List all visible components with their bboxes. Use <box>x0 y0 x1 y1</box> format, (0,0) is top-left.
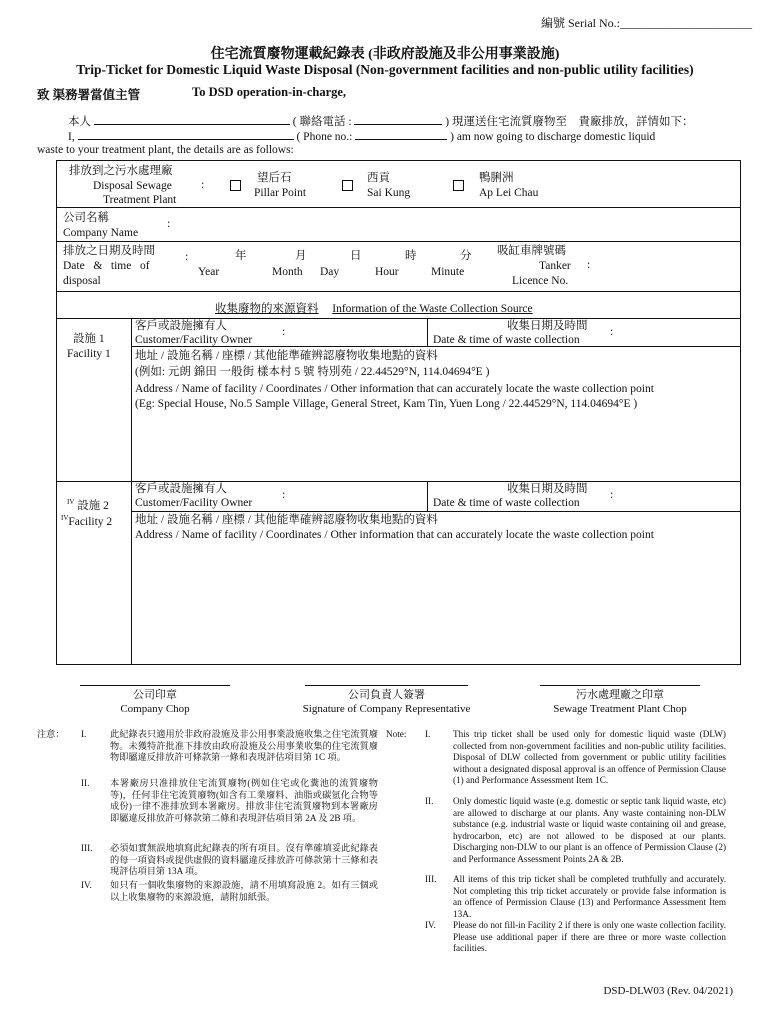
note-cn-1: 此紀錄表只適用於非政府設施及非公用事業設施收集之住宅流質廢物。未獲特許批准下排放由政府設施及公用事業收集的住宅流質廢物即屬違反排放許可條款第一條和表現評估項目第 1C 項。 <box>110 729 378 763</box>
month-cn: 月 <box>295 250 307 262</box>
note-en-4-num: IV. <box>425 920 436 930</box>
note-cn-4: 如只有一個收集廢物的來源設施，請不用填寫設施 2。如有三個或以上收集廢物的來源設施，請附加紙張。 <box>110 880 378 902</box>
colon: : <box>587 259 591 271</box>
declaration-cn-mid: ( 聯絡電話 : <box>292 116 352 128</box>
facility2-owner-en: Customer/Facility Owner <box>135 497 253 509</box>
note-en-1-num: I. <box>425 729 431 739</box>
plant-label-en2: Treatment Plant <box>103 194 177 206</box>
day-cn: 日 <box>350 250 362 262</box>
tanker-label-en1: Tanker <box>539 260 571 272</box>
colon: : <box>201 179 205 191</box>
note-en-3-num: III. <box>425 874 437 884</box>
title-english: Trip-Ticket for Domestic Liquid Waste Disposal (Non-government facilities and non-public utility facilities) <box>76 62 694 77</box>
signature-plant-chop <box>520 688 720 716</box>
date-label-cn: 排放之日期及時間 <box>63 245 155 257</box>
colon: : <box>282 326 286 338</box>
facility1-address-en: Address / Name of facility / Coordinates / Other information that can accurately locate the waste collection point <box>135 383 654 395</box>
source-heading <box>215 302 533 316</box>
form-revision: DSD-DLW03 (Rev. 04/2021) <box>603 985 733 997</box>
note-en-1: This trip ticket shall be used only for domestic liquid waste (DLW) collected from non-government facilities and non-public utility facilities. Disposal of DLW collected from government or public utility facilities without a designated disposal approval is an offence of Permission Clause (1) and Performance Assessment Item 1C. <box>453 729 726 786</box>
hour-cn: 時 <box>405 250 417 262</box>
plant-sai-kung-cn: 西貢 <box>367 172 390 184</box>
plant-pillar-point-en: Pillar Point <box>254 187 307 199</box>
note-cn-2-num: II. <box>81 778 90 788</box>
addressee-chinese: 致 渠務署當值主管 <box>37 88 141 102</box>
declaration-en <box>68 129 655 143</box>
plant-label-cn: 排放到之污水處理廠 <box>69 165 173 177</box>
plant-ap-lei-chau-en: Ap Lei Chau <box>479 187 539 199</box>
title-chinese: 住宅流質廢物運載紀錄表 (非政府設施及非公用事業設施) <box>210 47 560 62</box>
source-heading-cn: 收集廢物的來源資料 <box>215 303 319 315</box>
source-heading-en: Information of the Waste Collection Source <box>332 303 533 315</box>
signature-company-chop-cn: 公司印章 <box>133 689 177 701</box>
facility2-owner-field[interactable] <box>297 484 422 508</box>
trip-ticket-form <box>56 160 741 665</box>
tanker-licence-field[interactable] <box>602 253 732 283</box>
date-label-en1: Date & time of <box>63 260 150 272</box>
signature-plant-chop-en: Sewage Treatment Plant Chop <box>553 703 687 715</box>
plant-sai-kung-en: Sai Kung <box>367 187 411 199</box>
note-en-2: Only domestic liquid waste (e.g. domestic or septic tank liquid waste, etc) are allowed to discharge at our plants. Any waste containing non-DLW substance (e.g. industrial waste or liquid waste containing oil and grease, hydrocarbon, etc) are not allowed to be disposed at our plants. Discharging non-DLW to our plant is an offence of Permission Clause (2) and Performance Assessment Points 2A & 2B. <box>453 796 726 864</box>
plant-pillar-point-cn: 望后石 <box>257 172 292 184</box>
signature-company-chop <box>60 688 250 716</box>
row-divider <box>57 241 740 242</box>
tanker-label-en2: Licence No. <box>512 275 569 287</box>
company-label-cn: 公司名稱 <box>63 212 109 224</box>
signature-plant-chop-cn: 污水處理廠之印章 <box>576 689 664 701</box>
signature-company-chop-en: Company Chop <box>120 703 190 715</box>
facility1-owner-field[interactable] <box>297 321 422 345</box>
serial-number: 編號 Serial No.:______________________ <box>541 16 752 30</box>
signature-line-representative[interactable] <box>305 685 468 686</box>
notes-label-en: Note: <box>386 729 407 739</box>
note-en-2-num: II. <box>425 796 434 806</box>
date-label-en2: disposal <box>63 275 101 287</box>
signature-representative-en: Signature of Company Representative <box>302 703 471 715</box>
declaration-cn <box>68 113 693 129</box>
facility1-coll-date-en: Date & time of waste collection <box>433 334 580 346</box>
declaration-en-start: I, <box>68 131 75 143</box>
column-divider <box>427 318 428 346</box>
facility1-coll-date-cn: 收集日期及時間 <box>507 320 588 332</box>
declaration-en-line2: waste to your treatment plant, the details are as follows: <box>37 144 294 156</box>
facility2-label-en-text: Facility 2 <box>68 515 113 528</box>
note-cn-4-num: IV. <box>81 880 92 890</box>
day-en: Day <box>320 266 340 278</box>
minute-en: Minute <box>431 266 465 278</box>
facility2-footnote-ref: IV <box>67 498 75 506</box>
row-divider <box>57 291 740 292</box>
colon: : <box>167 218 171 230</box>
checkbox-pillar-point[interactable] <box>230 180 241 191</box>
hour-en: Hour <box>375 266 399 278</box>
declaration-en-end: ) am now going to discharge domestic liquid <box>450 131 656 143</box>
name-field-en[interactable] <box>78 129 294 140</box>
notes-label-cn: 注意： <box>37 729 65 739</box>
facility1-address-field[interactable] <box>135 415 735 477</box>
facility1-coll-date-field[interactable] <box>622 321 734 345</box>
declaration-en-mid: ( Phone no.: <box>296 131 353 143</box>
note-en-4: Please do not fill-in Facility 2 if there is only one waste collection facility. Please use additional paper if there are three or more waste collection facilities. <box>453 920 726 954</box>
colon: : <box>610 489 614 501</box>
signature-representative-cn: 公司負責人簽署 <box>348 689 425 701</box>
facility1-label-en: Facility 1 <box>67 348 111 360</box>
note-en-3: All items of this trip ticket shall be completed truthfully and accurately. Not completing this trip ticket accurately or provide false information is an offence of Permission Clause (13) and Performance Assessment Item 13A. <box>453 874 726 919</box>
company-label-en: Company Name <box>63 227 139 239</box>
addressee-english: To DSD operation-in-charge, <box>192 85 347 99</box>
colon: : <box>610 326 614 338</box>
signature-line-company-chop[interactable] <box>80 685 230 686</box>
declaration-cn-start: 本人 <box>68 116 91 128</box>
facility2-coll-date-cn: 收集日期及時間 <box>507 483 588 495</box>
facility1-example-en: (Eg: Special House, No.5 Sample Village, General Street, Kam Tin, Yuen Long / 22.44529°N, 114.04694°E ) <box>135 398 638 410</box>
column-divider <box>131 318 132 664</box>
facility2-coll-date-en: Date & time of waste collection <box>433 497 580 509</box>
facility2-label-cn-text: 設施 2 <box>77 499 109 512</box>
facility2-coll-date-field[interactable] <box>622 484 734 508</box>
year-cn: 年 <box>235 250 247 262</box>
plant-label-en1: Disposal Sewage <box>93 180 172 192</box>
checkbox-ap-lei-chau[interactable] <box>453 180 464 191</box>
colon: : <box>185 251 189 263</box>
company-name-field[interactable] <box>182 213 732 237</box>
facility1-label-cn: 設施 1 <box>73 333 105 345</box>
facility2-label-en <box>61 511 112 529</box>
colon: : <box>282 489 286 501</box>
year-en: Year <box>198 266 220 278</box>
facility2-owner-cn: 客戶或設施擁有人 <box>135 483 227 495</box>
facility2-address-field[interactable] <box>135 545 735 660</box>
phone-field-cn[interactable] <box>354 114 442 125</box>
row-divider <box>131 511 740 512</box>
facility2-address-en: Address / Name of facility / Coordinates / Other information that can accurately locate the waste collection point <box>135 529 654 541</box>
minute-cn: 分 <box>460 250 472 262</box>
facility2-footnote-ref: IV <box>61 514 69 522</box>
note-cn-1-num: I. <box>81 729 87 739</box>
checkbox-sai-kung[interactable] <box>342 180 353 191</box>
name-field-cn[interactable] <box>94 114 290 125</box>
note-cn-2: 本署廠房只准排放住宅流質廢物(例如住宅或化糞池的流質廢物等)，任何非住宅流質廢物(如含有工業廢料、油脂或碳氫化合物等成份)一律不准排放到本署廠房。排放非住宅流質廢物到本署廠房即屬違反排放許可條款第二條和表現評估項目第 2A 及 2B 項。 <box>110 778 378 823</box>
note-cn-3-num: III. <box>81 843 93 853</box>
month-en: Month <box>272 266 303 278</box>
plant-ap-lei-chau-cn: 鴨脷洲 <box>479 172 514 184</box>
facility2-address-cn: 地址 / 設施名稱 / 座標 / 其他能準確辨認廢物收集地點的資料 <box>135 514 438 526</box>
signature-representative <box>270 688 503 716</box>
signature-line-plant-chop[interactable] <box>540 685 700 686</box>
facility1-address-cn: 地址 / 設施名稱 / 座標 / 其他能準確辨認廢物收集地點的資料 <box>135 350 438 362</box>
note-cn-3: 必須如實無誤地填寫此紀錄表的所有項目。沒有準確填妥此紀錄表的每一項資料或提供虛假的資料屬違反排放許可條款第十三條和表現評估項目第 13A 項。 <box>110 843 378 877</box>
tanker-label-cn: 吸缸車牌號碼 <box>497 245 566 257</box>
declaration-cn-end: ) 現運送住宅流質廢物至 貴廠排放，詳情如下： <box>445 116 694 128</box>
facility1-example-cn: (例如: 元朗 錦田 一般街 樣本村 5 號 特別苑 / 22.44529°N, 114.04694°E ) <box>135 366 490 378</box>
facility1-owner-cn: 客戶或設施擁有人 <box>135 320 227 332</box>
phone-field-en[interactable] <box>355 129 447 140</box>
column-divider <box>427 481 428 511</box>
facility1-owner-en: Customer/Facility Owner <box>135 334 253 346</box>
row-divider <box>57 207 740 208</box>
